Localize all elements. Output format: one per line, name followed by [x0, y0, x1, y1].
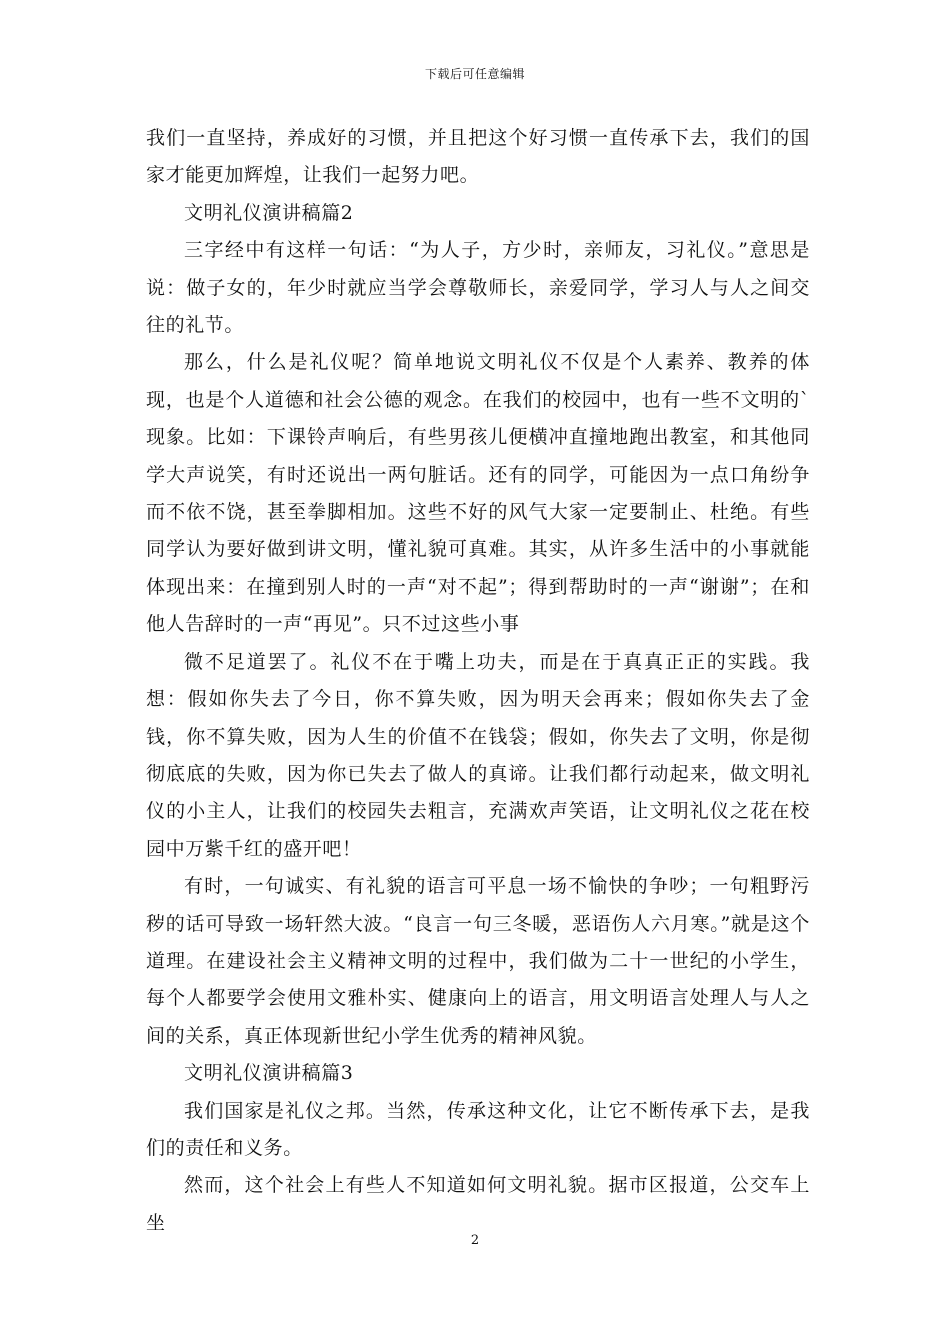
page-number: 2 — [470, 1233, 480, 1248]
paragraph: 三字经中有这样一句话：“为人子，方少时，亲师友，习礼仪。”意思是说：做子女的，年少时就应当学会尊敬师长，亲爱同学，学习人与人之间交往的礼节。 — [146, 239, 810, 337]
paragraph: 然而，这个社会上有些人不知道如何文明礼貌。据市区报道，公交车上坐 — [146, 1174, 810, 1234]
paragraph-continued: 我们一直坚持，养成好的习惯，并且把这个好习惯一直传承下去，我们的国家才能更加辉煌，让我们一起努力吧。 — [146, 127, 810, 187]
document-body — [146, 120, 810, 1242]
section-heading-2: 文明礼仪演讲稿篇2 — [184, 201, 354, 224]
paragraph: 微不足道罢了。礼仪不在于嘴上功夫，而是在于真真正正的实践。我想：假如你失去了今日，你不算失败，因为明天会再来；假如你失去了金钱，你不算失败，因为人生的价值不在钱袋；假如，你失去了文明，你是彻彻底底的失败，因为你已失去了做人的真谛。让我们都行动起来，做文明礼仪的小主人，让我们的校园失去粗言，充满欢声笑语，让文明礼仪之花在校园中万紫千红的盛开吧！ — [146, 650, 810, 860]
page-header: 下载后可任意编辑 — [424, 67, 525, 81]
paragraph: 那么，什么是礼仪呢？简单地说文明礼仪不仅是个人素养、教养的体现，也是个人道德和社会公德的观念。在我们的校园中，也有一些不文明的`现象。比如：下课铃声响后，有些男孩儿便横冲直撞地跑出教室，和其他同学大声说笑，有时还说出一两句脏话。还有的同学，可能因为一点口角纷争而不依不饶，甚至拳脚相加。这些不好的风气大家一定要制止、杜绝。有些同学认为要好做到讲文明，懂礼貌可真难。其实，从许多生活中的小事就能体现出来：在撞到别人时的一声“对不起”；得到帮助时的一声“谢谢”；在和他人告辞时的一声“再见”。只不过这些小事 — [146, 351, 810, 636]
section-heading-3: 文明礼仪演讲稿篇3 — [184, 1062, 354, 1085]
paragraph: 我们国家是礼仪之邦。当然，传承这种文化，让它不断传承下去，是我们的责任和义务。 — [146, 1099, 810, 1159]
paragraph: 有时，一句诚实、有礼貌的语言可平息一场不愉快的争吵；一句粗野污秽的话可导致一场轩然大波。“良言一句三冬暖，恶语伤人六月寒。”就是这个道理。在建设社会主义精神文明的过程中，我们做为二十一世纪的小学生，每个人都要学会使用文雅朴实、健康向上的语言，用文明语言处理人与人之间的关系，真正体现新世纪小学生优秀的精神风貌。 — [146, 875, 810, 1047]
